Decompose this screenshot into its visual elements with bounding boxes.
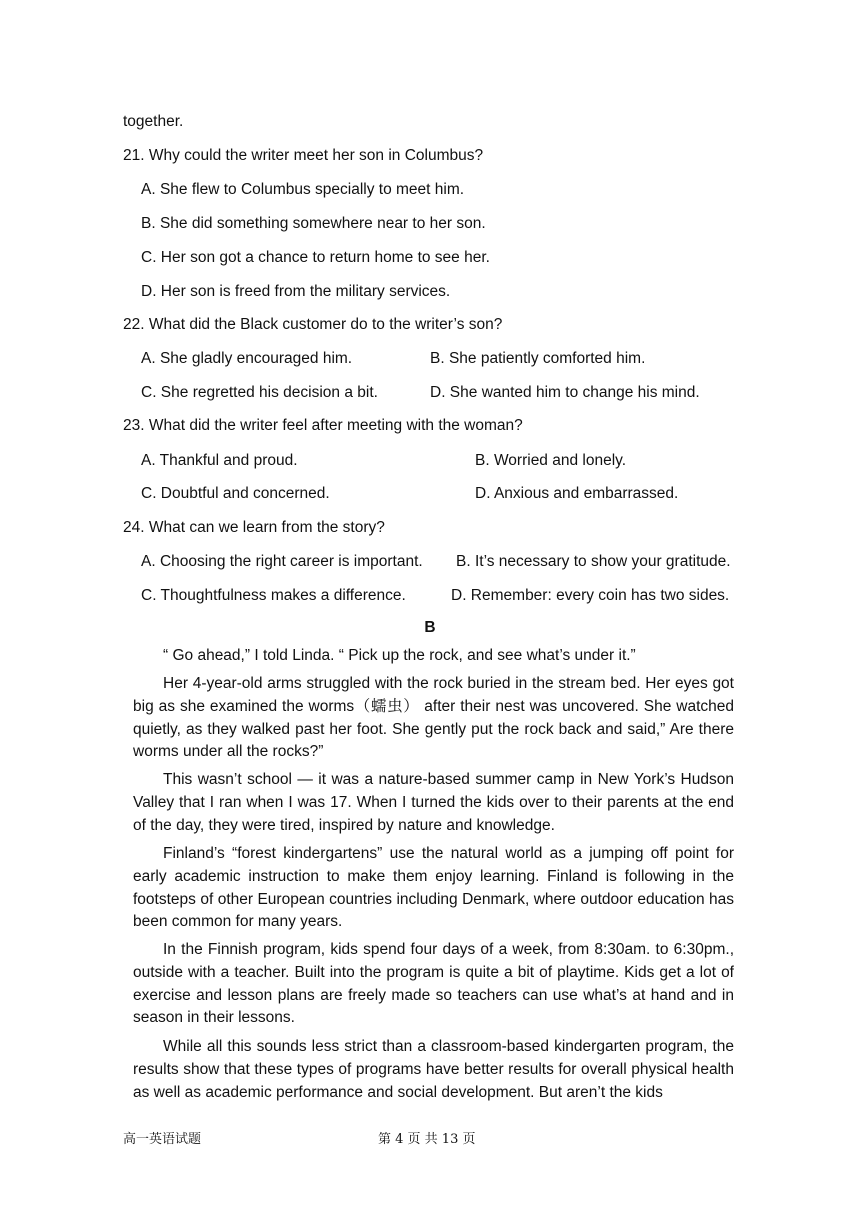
question-21-option-b: B. She did something somewhere near to her son. <box>141 215 486 232</box>
question-23-stem: 23. What did the writer feel after meeting with the woman? <box>123 417 523 434</box>
question-23-option-a: A. Thankful and proud. <box>141 452 298 469</box>
question-24-option-b: B. It’s necessary to show your gratitude. <box>456 553 731 570</box>
question-22-option-d: D. She wanted him to change his mind. <box>430 384 700 401</box>
footer-title: 高一英语试题 <box>123 1132 202 1147</box>
question-22-option-c: C. She regretted his decision a bit. <box>141 384 378 401</box>
passage-paragraph: Finland’s “forest kindergartens” use the natural world as a jumping off point for early academic instruction to make them enjoy learning. Finland is following in the footsteps of other European countries including Denmark, where outdoor education has been common for many years. <box>133 845 734 931</box>
question-21-option-a: A. She flew to Columbus specially to meet him. <box>141 181 465 198</box>
question-22-option-a: A. She gladly encouraged him. <box>141 350 353 367</box>
section-b-heading: B <box>424 619 436 636</box>
question-21-stem: 21. Why could the writer meet her son in Columbus? <box>123 147 484 164</box>
passage-paragraph: In the Finnish program, kids spend four days of a week, from 8:30am. to 6:30pm., outside with a teacher. Built into the program is quite a bit of playtime. Kids get a lot of exercise and lesson plans are freely made so teachers can use what’s at hand and in season in their lessons. <box>133 941 734 1027</box>
passage-paragraph: While all this sounds less strict than a classroom-based kindergarten program, the results show that these types of programs have better results for overall physical health as well as academic performance and social development. But aren’t the kids <box>133 1038 734 1101</box>
question-23-option-d: D. Anxious and embarrassed. <box>475 485 679 502</box>
question-22-option-b: B. She patiently comforted him. <box>430 350 646 367</box>
question-21-option-d: D. Her son is freed from the military services. <box>141 283 451 300</box>
question-21-option-c: C. Her son got a chance to return home to see her. <box>141 249 490 266</box>
passage-paragraph: Her 4-year-old arms struggled with the rock buried in the stream bed. Her eyes got big as she examined the worms（蠕虫） after their nest was uncovered. She watched quietly, as they walked past her foot. She gently put the rock back and said,” Are there worms under all the rocks?” <box>133 675 734 761</box>
question-24-option-a: A. Choosing the right career is important. <box>141 553 423 570</box>
continued-text: together. <box>123 113 184 130</box>
question-23-option-c: C. Doubtful and concerned. <box>141 485 330 502</box>
passage-paragraph: This wasn’t school — it was a nature-based summer camp in New York’s Hudson Valley that I ran when I was 17. When I turned the kids over to their parents at the end of the day, they were tired, inspired by nature and knowledge. <box>133 771 734 834</box>
question-23-option-b: B. Worried and lonely. <box>475 452 627 469</box>
question-24-option-d: D. Remember: every coin has two sides. <box>451 587 730 604</box>
question-24-stem: 24. What can we learn from the story? <box>123 519 385 536</box>
question-24-option-c: C. Thoughtfulness makes a difference. <box>141 587 406 604</box>
passage-paragraph: “ Go ahead,” I told Linda. “ Pick up the rock, and see what’s under it.” <box>163 647 636 664</box>
footer-page-number: 第 4 页 共 13 页 <box>378 1132 476 1147</box>
question-22-stem: 22. What did the Black customer do to the writer’s son? <box>123 316 503 333</box>
